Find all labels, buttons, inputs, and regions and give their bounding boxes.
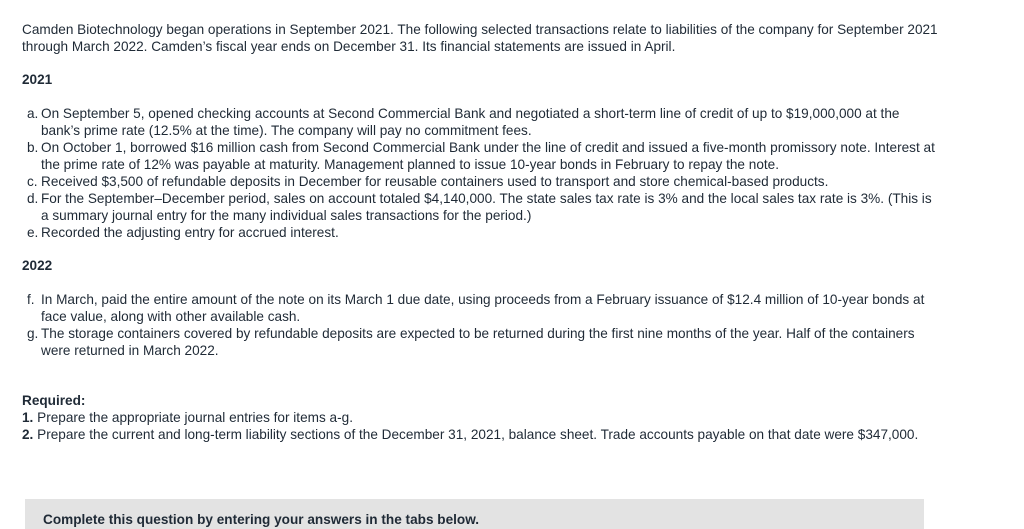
item-letter: g. bbox=[27, 326, 39, 341]
transactions-list-2021 bbox=[22, 105, 942, 241]
item-letter: e. bbox=[27, 225, 39, 240]
intro-paragraph: Camden Biotechnology began operations in September 2021. The following selected transactions relate to liabilities of the company for September 2021 through March 2022. Camden’s fiscal year ends on December 31. Its financial statements are issued in April. bbox=[22, 22, 938, 54]
item-text: On October 1, borrowed $16 million cash from Second Commercial Bank under the line of credit and issued a five-month promissory note. Interest at the prime rate of 12% was payable at maturity. Management planned to issue 10-year bonds in February to repay the note. bbox=[41, 140, 935, 172]
required-number: 1. bbox=[22, 410, 34, 425]
item-text: On September 5, opened checking accounts at Second Commercial Bank and negotiated a short-term line of credit of up to $19,000,000 at the bank’s prime rate (12.5% at the time). The company will pay no commitment fees. bbox=[41, 106, 900, 138]
item-text: For the September–December period, sales on account totaled $4,140,000. The state sales tax rate is 3% and the local sales tax rate is 3%. (This is a summary journal entry for the many individual sales transactions for the period.) bbox=[41, 191, 932, 223]
transaction-item-f bbox=[22, 291, 942, 325]
item-letter: b. bbox=[27, 140, 39, 155]
transactions-list-2022 bbox=[22, 291, 942, 359]
question-content bbox=[22, 21, 942, 443]
required-item-2 bbox=[22, 426, 942, 443]
year-heading-2021: 2021 bbox=[22, 72, 53, 87]
item-text: The storage containers covered by refundable deposits are expected to be returned during the first nine months of the year. Half of the containers were returned in March 2022. bbox=[41, 326, 915, 358]
required-title: Required: bbox=[22, 393, 86, 408]
year-heading-2022: 2022 bbox=[22, 258, 53, 273]
answer-instruction: Complete this question by entering your answers in the tabs below. bbox=[43, 512, 480, 527]
item-text: Recorded the adjusting entry for accrued interest. bbox=[41, 225, 339, 240]
answer-tabs-panel bbox=[25, 499, 924, 529]
item-text: In March, paid the entire amount of the note on its March 1 due date, using proceeds from a February issuance of $12.4 million of 10-year bonds at face value, along with other available cash. bbox=[41, 292, 925, 324]
required-text: Prepare the current and long-term liability sections of the December 31, 2021, balance sheet. Trade accounts payable on that date were $347,000. bbox=[37, 427, 919, 442]
item-letter: a. bbox=[27, 106, 39, 121]
transaction-item-g bbox=[22, 325, 942, 359]
transaction-item-c bbox=[22, 173, 942, 190]
transaction-item-d bbox=[22, 190, 942, 224]
required-text: Prepare the appropriate journal entries for items a-g. bbox=[37, 410, 353, 425]
item-letter: f. bbox=[27, 292, 35, 307]
required-number: 2. bbox=[22, 427, 34, 442]
required-item-1 bbox=[22, 409, 942, 426]
item-letter: c. bbox=[27, 174, 38, 189]
transaction-item-e bbox=[22, 224, 942, 241]
required-section bbox=[22, 392, 942, 443]
transaction-item-a bbox=[22, 105, 942, 139]
item-text: Received $3,500 of refundable deposits in December for reusable containers used to transport and store chemical-based products. bbox=[41, 174, 829, 189]
transaction-item-b bbox=[22, 139, 942, 173]
item-letter: d. bbox=[27, 191, 39, 206]
